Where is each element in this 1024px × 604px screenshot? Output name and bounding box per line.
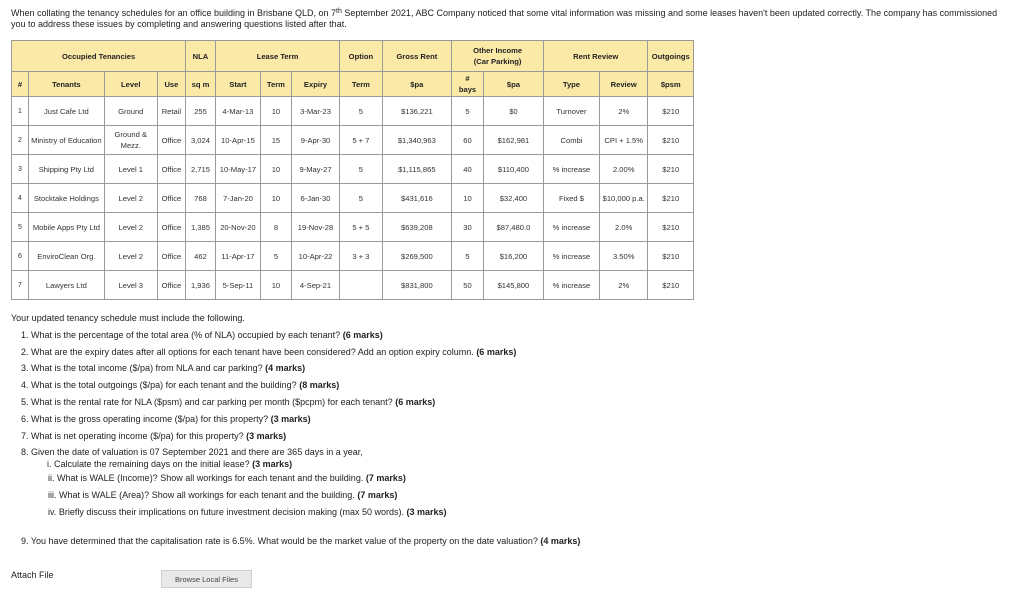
col-num: # <box>12 72 29 97</box>
cell-outgoings: $210 <box>648 126 694 155</box>
cell-num: 3 <box>12 155 29 184</box>
cell-term: 15 <box>261 126 292 155</box>
cell-option <box>340 271 382 300</box>
question-8-iv-marks: (3 marks) <box>406 506 447 517</box>
question-4 <box>21 377 1011 394</box>
cell-level: Level 3 <box>104 271 157 300</box>
intro-text-part2: September 2021, ABC Company noticed that some vital information was missing and some leases haven't been updated correctly. The company has commissioned you to address these issues by completing and answering questions listed after that. <box>11 8 998 29</box>
question-5-marks: (6 marks) <box>395 396 436 407</box>
col-level: Level <box>104 72 157 97</box>
cell-start: 20-Nov-20 <box>215 213 260 242</box>
question-1 <box>21 327 1011 344</box>
cell-expiry: 6-Jan-30 <box>291 184 340 213</box>
cell-use: Office <box>157 184 186 213</box>
cell-start: 11-Apr-17 <box>215 242 260 271</box>
cell-expiry: 19-Nov-28 <box>291 213 340 242</box>
cell-num: 6 <box>12 242 29 271</box>
cell-outgoings: $210 <box>648 213 694 242</box>
cell-bays: 50 <box>452 271 484 300</box>
cell-car-income: $16,200 <box>483 242 543 271</box>
cell-use: Office <box>157 271 186 300</box>
header-nla: NLA <box>186 41 216 72</box>
question-2 <box>21 344 1011 361</box>
cell-tenant: Ministry of Education <box>28 126 104 155</box>
question-6 <box>21 411 1011 428</box>
question-9 <box>21 533 1011 550</box>
table-row <box>12 155 694 184</box>
question-8-iv-text: iv. Briefly discuss their implications on future investment decision making (max 50 words). <box>48 506 404 517</box>
col-expiry: Expiry <box>291 72 340 97</box>
cell-tenant: Shipping Pty Ltd <box>28 155 104 184</box>
col-term: Term <box>261 72 292 97</box>
table-row <box>12 242 694 271</box>
cell-num: 2 <box>12 126 29 155</box>
col-gross-rent-pa: $pa <box>382 72 452 97</box>
cell-gross-rent: $269,500 <box>382 242 452 271</box>
intro-paragraph <box>11 8 1011 30</box>
tenancy-schedule-table <box>11 40 694 300</box>
question-1-text: 1. What is the percentage of the total area (% of NLA) occupied by each tenant? <box>21 329 341 340</box>
cell-review: $10,000 p.a. <box>599 184 648 213</box>
cell-option: 5 + 5 <box>340 213 382 242</box>
col-bays-hash: # <box>465 74 470 83</box>
table-row <box>12 97 694 126</box>
questions-section <box>11 310 1011 550</box>
header-lease-term: Lease Term <box>215 41 340 72</box>
cell-tenant: Just Cafe Ltd <box>28 97 104 126</box>
question-2-marks: (6 marks) <box>476 346 517 357</box>
cell-use: Office <box>157 213 186 242</box>
cell-level: Level 1 <box>104 155 157 184</box>
cell-bays: 60 <box>452 126 484 155</box>
col-review: Review <box>599 72 648 97</box>
cell-num: 5 <box>12 213 29 242</box>
question-8-i <box>47 458 1011 470</box>
cell-start: 4-Mar-13 <box>215 97 260 126</box>
question-7 <box>21 428 1011 445</box>
cell-car-income: $32,400 <box>483 184 543 213</box>
cell-bays: 40 <box>452 155 484 184</box>
cell-review: 3.50% <box>599 242 648 271</box>
cell-review: 2.0% <box>599 213 648 242</box>
cell-start: 10-Apr-15 <box>215 126 260 155</box>
cell-review-type: % increase <box>544 271 600 300</box>
table-row <box>12 126 694 155</box>
question-2-text: 2. What are the expiry dates after all options for each tenant have been considered? Add an option expiry column. <box>21 346 474 357</box>
cell-option: 5 + 7 <box>340 126 382 155</box>
cell-sqm: 462 <box>186 242 216 271</box>
cell-term: 10 <box>261 97 292 126</box>
cell-review-type: Fixed $ <box>544 184 600 213</box>
cell-outgoings: $210 <box>648 271 694 300</box>
cell-tenant: Lawyers Ltd <box>28 271 104 300</box>
cell-gross-rent: $1,115,865 <box>382 155 452 184</box>
cell-sqm: 3,024 <box>186 126 216 155</box>
intro-superscript: th <box>336 8 342 15</box>
cell-term: 10 <box>261 271 292 300</box>
question-1-marks: (6 marks) <box>342 329 383 340</box>
table-column-header-row <box>12 72 694 97</box>
question-9-text: 9. You have determined that the capitalisation rate is 6.5%. What would be the market value of the property on the date valuation? <box>21 535 538 546</box>
cell-expiry: 4-Sep-21 <box>291 271 340 300</box>
cell-review: CPI + 1.5% <box>599 126 648 155</box>
col-use: Use <box>157 72 186 97</box>
col-car-pa: $pa <box>483 72 543 97</box>
cell-review: 2.00% <box>599 155 648 184</box>
cell-car-income: $0 <box>483 97 543 126</box>
header-other-income <box>452 41 544 72</box>
cell-review: 2% <box>599 97 648 126</box>
cell-review-type: % increase <box>544 213 600 242</box>
header-car-parking-label: (Car Parking) <box>473 57 522 66</box>
cell-level: Ground <box>104 97 157 126</box>
col-bays <box>452 72 484 97</box>
cell-bays: 5 <box>452 242 484 271</box>
question-9-marks: (4 marks) <box>540 535 581 546</box>
cell-expiry: 9-May-27 <box>291 155 340 184</box>
header-occupied-tenancies: Occupied Tenancies <box>12 41 186 72</box>
col-start: Start <box>215 72 260 97</box>
cell-option: 3 + 3 <box>340 242 382 271</box>
intro-text-part1: When collating the tenancy schedules for an office building in Brisbane QLD, on 7 <box>11 8 337 18</box>
cell-option: 5 <box>340 155 382 184</box>
question-3 <box>21 360 1011 377</box>
cell-gross-rent: $431,616 <box>382 184 452 213</box>
question-4-marks: (8 marks) <box>299 380 340 391</box>
questions-lead: Your updated tenancy schedule must include the following. <box>11 313 245 323</box>
table-row <box>12 271 694 300</box>
header-rent-review: Rent Review <box>544 41 648 72</box>
cell-car-income: $87,480.0 <box>483 213 543 242</box>
cell-level: Level 2 <box>104 242 157 271</box>
col-outgoings-psm: $psm <box>648 72 694 97</box>
cell-gross-rent: $831,800 <box>382 271 452 300</box>
table-row <box>12 184 694 213</box>
cell-bays: 5 <box>452 97 484 126</box>
cell-review-type: % increase <box>544 155 600 184</box>
cell-tenant: Stocktake Holdings <box>28 184 104 213</box>
cell-outgoings: $210 <box>648 184 694 213</box>
cell-sqm: 255 <box>186 97 216 126</box>
cell-outgoings: $210 <box>648 242 694 271</box>
cell-expiry: 3-Mar-23 <box>291 97 340 126</box>
question-8-iii-text: iii. What is WALE (Area)? Show all workings for each tenant and the building. <box>48 490 355 501</box>
question-8-i-marks: (3 marks) <box>252 459 293 470</box>
question-8-iii-marks: (7 marks) <box>357 490 398 501</box>
question-3-text: 3. What is the total income ($/pa) from NLA and car parking? <box>21 363 263 374</box>
cell-expiry: 9-Apr-30 <box>291 126 340 155</box>
question-8-ii <box>48 470 1011 487</box>
cell-level: Level 2 <box>104 184 157 213</box>
question-3-marks: (4 marks) <box>265 363 306 374</box>
question-8-text: 8. Given the date of valuation is 07 September 2021 and there are 365 days in a year, <box>21 447 363 458</box>
cell-outgoings: $210 <box>648 97 694 126</box>
cell-use: Office <box>157 242 186 271</box>
header-other-income-label: Other Income <box>473 46 523 55</box>
cell-sqm: 1,936 <box>186 271 216 300</box>
question-8-iii <box>48 487 1011 504</box>
cell-bays: 30 <box>452 213 484 242</box>
cell-num: 1 <box>12 97 29 126</box>
header-option: Option <box>340 41 382 72</box>
col-option-term: Term <box>340 72 382 97</box>
cell-use: Office <box>157 126 186 155</box>
cell-use: Retail <box>157 97 186 126</box>
cell-review-type: % increase <box>544 242 600 271</box>
cell-sqm: 768 <box>186 184 216 213</box>
question-5-text: 5. What is the rental rate for NLA ($psm) and car parking per month ($pcpm) for each tenant? <box>21 396 393 407</box>
browse-local-files-button[interactable]: Browse Local Files <box>161 570 252 588</box>
attach-file-label: Attach File <box>11 570 54 580</box>
header-gross-rent: Gross Rent <box>382 41 452 72</box>
cell-review: 2% <box>599 271 648 300</box>
cell-term: 5 <box>261 242 292 271</box>
question-6-marks: (3 marks) <box>270 413 311 424</box>
cell-outgoings: $210 <box>648 155 694 184</box>
table-row <box>12 213 694 242</box>
cell-term: 10 <box>261 184 292 213</box>
cell-tenant: Mobile Apps Pty Ltd <box>28 213 104 242</box>
cell-expiry: 10-Apr-22 <box>291 242 340 271</box>
question-6-text: 6. What is the gross operating income ($/pa) for this property? <box>21 413 269 424</box>
col-sqm: sq m <box>186 72 216 97</box>
cell-num: 7 <box>12 271 29 300</box>
cell-start: 7-Jan-20 <box>215 184 260 213</box>
cell-bays: 10 <box>452 184 484 213</box>
cell-num: 4 <box>12 184 29 213</box>
cell-start: 5-Sep-11 <box>215 271 260 300</box>
question-4-text: 4. What is the total outgoings ($/pa) for each tenant and the building? <box>21 380 297 391</box>
cell-term: 8 <box>261 213 292 242</box>
col-tenants: Tenants <box>28 72 104 97</box>
table-group-header-row <box>12 41 694 72</box>
question-7-text: 7. What is net operating income ($/pa) for this property? <box>21 430 244 441</box>
question-8-ii-text: ii. What is WALE (Income)? Show all workings for each tenant and the building. <box>48 473 364 484</box>
cell-level: Level 2 <box>104 213 157 242</box>
cell-review-type: Combi <box>544 126 600 155</box>
cell-car-income: $162,981 <box>483 126 543 155</box>
cell-gross-rent: $136,221 <box>382 97 452 126</box>
question-5 <box>21 394 1011 411</box>
col-review-type: Type <box>544 72 600 97</box>
question-8-ii-marks: (7 marks) <box>365 473 406 484</box>
question-8-i-text: i. Calculate the remaining days on the initial lease? <box>47 459 250 470</box>
cell-car-income: $145,800 <box>483 271 543 300</box>
cell-sqm: 2,715 <box>186 155 216 184</box>
question-8-iv <box>48 504 1011 521</box>
cell-option: 5 <box>340 184 382 213</box>
header-outgoings: Outgoings <box>648 41 694 72</box>
cell-review-type: Turnover <box>544 97 600 126</box>
question-7-marks: (3 marks) <box>246 430 287 441</box>
col-bays-label: bays <box>458 85 477 94</box>
cell-use: Office <box>157 155 186 184</box>
cell-option: 5 <box>340 97 382 126</box>
question-8 <box>21 446 1011 458</box>
cell-level: Ground & Mezz. <box>104 126 157 155</box>
cell-gross-rent: $639,208 <box>382 213 452 242</box>
cell-start: 10-May-17 <box>215 155 260 184</box>
cell-gross-rent: $1,340,963 <box>382 126 452 155</box>
cell-tenant: EnviroClean Org. <box>28 242 104 271</box>
cell-sqm: 1,385 <box>186 213 216 242</box>
cell-car-income: $110,400 <box>483 155 543 184</box>
cell-term: 10 <box>261 155 292 184</box>
